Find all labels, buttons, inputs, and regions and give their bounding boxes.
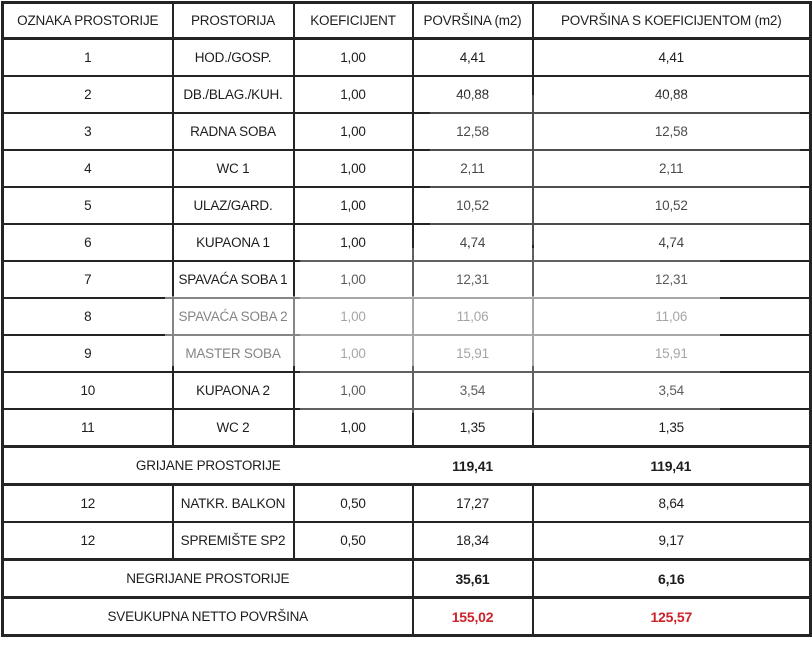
cell-koeficijent: 1,00 bbox=[294, 224, 413, 261]
cell-prostorija: RADNA SOBA bbox=[173, 113, 294, 150]
cell-koeficijent: 1,00 bbox=[294, 372, 413, 409]
cell-povrsina-koef: 40,88 bbox=[533, 76, 811, 113]
cell-povrsina: 11,06 bbox=[413, 298, 533, 335]
cell-povrsina-koef: 11,06 bbox=[533, 298, 811, 335]
table-row bbox=[3, 372, 811, 409]
cell-prostorija: KUPAONA 2 bbox=[173, 372, 294, 409]
table-row bbox=[3, 113, 811, 150]
cell-prostorija: WC 2 bbox=[173, 409, 294, 447]
section-row-total bbox=[3, 598, 811, 636]
section-povrsina: 35,61 bbox=[413, 560, 533, 598]
cell-prostorija: KUPAONA 1 bbox=[173, 224, 294, 261]
cell-prostorija: WC 1 bbox=[173, 150, 294, 187]
cell-povrsina-koef: 9,17 bbox=[533, 522, 811, 560]
cell-povrsina: 3,54 bbox=[413, 372, 533, 409]
cell-koeficijent: 1,00 bbox=[294, 298, 413, 335]
cell-oznaka: 10 bbox=[3, 372, 173, 409]
cell-oznaka: 8 bbox=[3, 298, 173, 335]
cell-oznaka: 2 bbox=[3, 76, 173, 113]
cell-prostorija: SPREMIŠTE SP2 bbox=[173, 522, 294, 560]
cell-oznaka: 6 bbox=[3, 224, 173, 261]
cell-povrsina: 15,91 bbox=[413, 335, 533, 372]
cell-povrsina-koef: 12,58 bbox=[533, 113, 811, 150]
table-row bbox=[3, 39, 811, 77]
table-row bbox=[3, 335, 811, 372]
cell-povrsina: 4,74 bbox=[413, 224, 533, 261]
table-row bbox=[3, 298, 811, 335]
table-row bbox=[3, 224, 811, 261]
cell-povrsina-koef: 3,54 bbox=[533, 372, 811, 409]
total-povrsina-koef: 125,57 bbox=[533, 598, 811, 636]
cell-prostorija: SPAVAĆA SOBA 2 bbox=[173, 298, 294, 335]
cell-koeficijent: 1,00 bbox=[294, 409, 413, 447]
section-label: GRIJANE PROSTORIJE bbox=[3, 447, 413, 485]
cell-oznaka: 1 bbox=[3, 39, 173, 77]
cell-povrsina-koef: 10,52 bbox=[533, 187, 811, 224]
section-label: NEGRIJANE PROSTORIJE bbox=[3, 560, 413, 598]
section-povrsina-koef: 119,41 bbox=[533, 447, 811, 485]
cell-prostorija: MASTER SOBA bbox=[173, 335, 294, 372]
cell-povrsina: 12,31 bbox=[413, 261, 533, 298]
table-row bbox=[3, 150, 811, 187]
cell-koeficijent: 1,00 bbox=[294, 39, 413, 77]
cell-oznaka: 4 bbox=[3, 150, 173, 187]
section-row-grijane bbox=[3, 447, 811, 485]
cell-koeficijent: 1,00 bbox=[294, 113, 413, 150]
table-row bbox=[3, 409, 811, 447]
table-row bbox=[3, 76, 811, 113]
header-row bbox=[3, 3, 811, 39]
cell-povrsina-koef: 4,41 bbox=[533, 39, 811, 77]
cell-oznaka: 11 bbox=[3, 409, 173, 447]
cell-povrsina-koef: 1,35 bbox=[533, 409, 811, 447]
cell-povrsina-koef: 4,74 bbox=[533, 224, 811, 261]
table-row bbox=[3, 485, 811, 523]
cell-povrsina-koef: 12,31 bbox=[533, 261, 811, 298]
col-header-oznaka: OZNAKA PROSTORIJE bbox=[3, 3, 173, 39]
cell-povrsina-koef: 15,91 bbox=[533, 335, 811, 372]
cell-povrsina: 4,41 bbox=[413, 39, 533, 77]
table-row bbox=[3, 522, 811, 560]
cell-prostorija: NATKR. BALKON bbox=[173, 485, 294, 523]
table-row bbox=[3, 187, 811, 224]
cell-koeficijent: 0,50 bbox=[294, 485, 413, 523]
cell-prostorija: DB./BLAG./KUH. bbox=[173, 76, 294, 113]
cell-povrsina-koef: 2,11 bbox=[533, 150, 811, 187]
cell-prostorija: SPAVAĆA SOBA 1 bbox=[173, 261, 294, 298]
col-header-koeficijent: KOEFICIJENT bbox=[294, 3, 413, 39]
cell-povrsina: 2,11 bbox=[413, 150, 533, 187]
cell-oznaka: 5 bbox=[3, 187, 173, 224]
cell-povrsina: 12,58 bbox=[413, 113, 533, 150]
cell-oznaka: 7 bbox=[3, 261, 173, 298]
total-povrsina: 155,02 bbox=[413, 598, 533, 636]
cell-povrsina: 1,35 bbox=[413, 409, 533, 447]
cell-oznaka: 12 bbox=[3, 522, 173, 560]
cell-povrsina: 17,27 bbox=[413, 485, 533, 523]
cell-povrsina: 18,34 bbox=[413, 522, 533, 560]
col-header-povrsina: POVRŠINA (m2) bbox=[413, 3, 533, 39]
cell-koeficijent: 1,00 bbox=[294, 261, 413, 298]
col-header-prostorija: PROSTORIJA bbox=[173, 3, 294, 39]
cell-oznaka: 3 bbox=[3, 113, 173, 150]
cell-prostorija: ULAZ/GARD. bbox=[173, 187, 294, 224]
section-povrsina: 119,41 bbox=[413, 447, 533, 485]
cell-prostorija: HOD./GOSP. bbox=[173, 39, 294, 77]
section-povrsina-koef: 6,16 bbox=[533, 560, 811, 598]
cell-koeficijent: 1,00 bbox=[294, 335, 413, 372]
section-row-negrijane bbox=[3, 560, 811, 598]
cell-koeficijent: 0,50 bbox=[294, 522, 413, 560]
table-row bbox=[3, 261, 811, 298]
cell-koeficijent: 1,00 bbox=[294, 76, 413, 113]
cell-povrsina-koef: 8,64 bbox=[533, 485, 811, 523]
cell-oznaka: 9 bbox=[3, 335, 173, 372]
section-label: SVEUKUPNA NETTO POVRŠINA bbox=[3, 598, 413, 636]
cell-povrsina: 10,52 bbox=[413, 187, 533, 224]
cell-oznaka: 12 bbox=[3, 485, 173, 523]
cell-povrsina: 40,88 bbox=[413, 76, 533, 113]
cell-koeficijent: 1,00 bbox=[294, 150, 413, 187]
room-area-table bbox=[1, 1, 812, 637]
cell-koeficijent: 1,00 bbox=[294, 187, 413, 224]
col-header-povrsina-koef: POVRŠINA S KOEFICIJENTOM (m2) bbox=[533, 3, 811, 39]
